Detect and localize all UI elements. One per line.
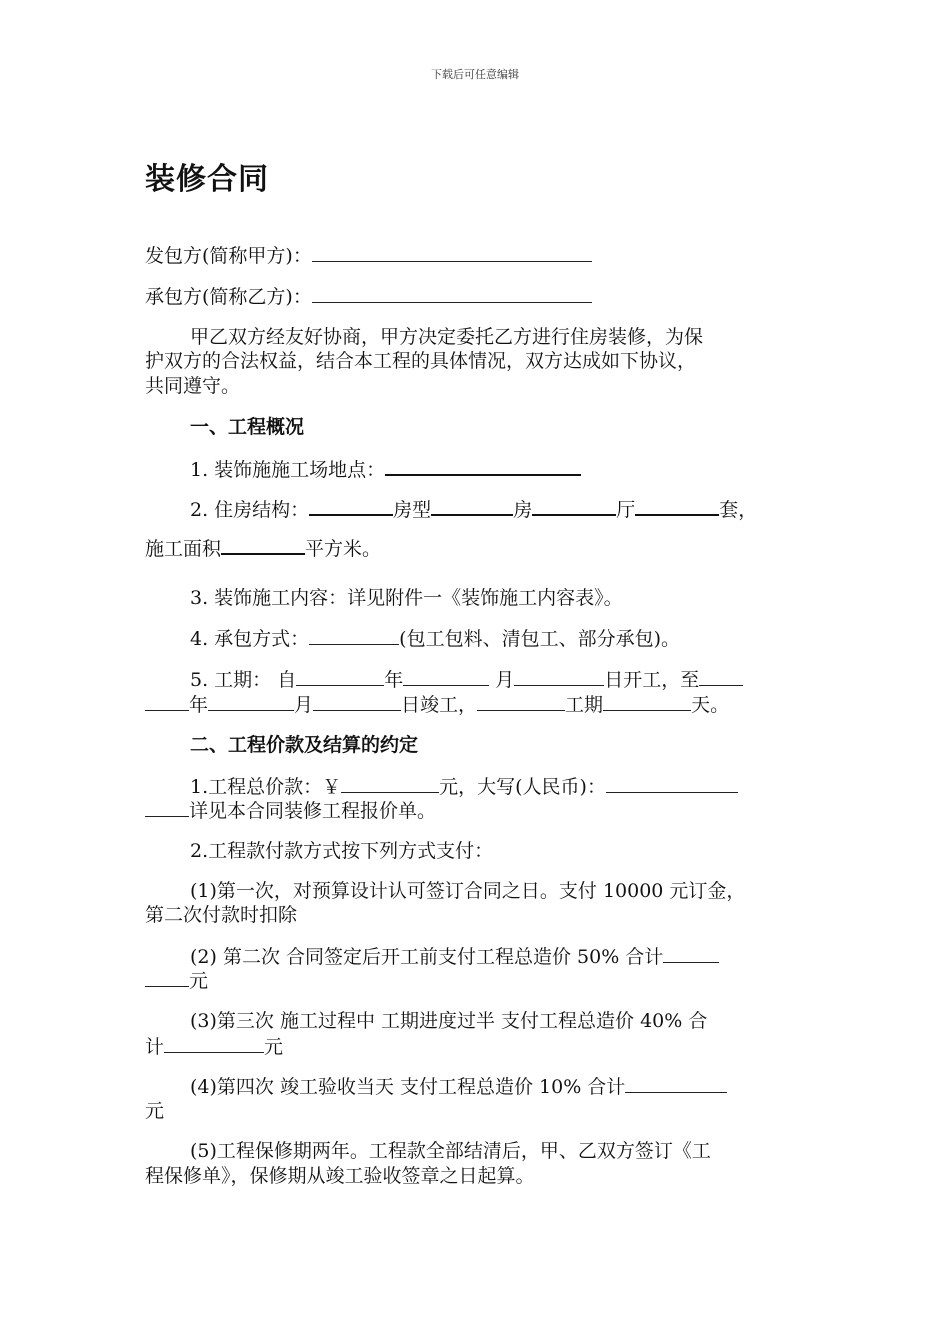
- payment-4-blank[interactable]: [625, 1074, 727, 1093]
- payment-5-line-2: 程保修单》，保修期从竣工验收签章之日起算。: [145, 1165, 535, 1187]
- year-label-2: 年: [189, 694, 209, 716]
- total-price-line-2: [145, 798, 805, 823]
- party-a-label: 发包方(简称甲方)：: [145, 245, 312, 267]
- intro-line-2: 护双方的合法权益，结合本工程的具体情况，双方达成如下协议，: [145, 350, 697, 372]
- intro-line-1: 甲乙双方经友好协商，甲方决定委托乙方进行住房装修，为保: [190, 326, 704, 348]
- contract-mode-blank[interactable]: [309, 626, 399, 645]
- section-2-heading: 二、工程价款及结算的约定: [190, 734, 419, 756]
- intro-line-3: 共同遵守。: [145, 375, 241, 397]
- start-month-blank[interactable]: [403, 667, 489, 686]
- contract-mode-line: [190, 626, 805, 651]
- site-location-line: [190, 456, 805, 482]
- end-year-blank-a[interactable]: [699, 667, 743, 686]
- payment-1-line-2: 第二次付款时扣除: [145, 904, 298, 926]
- hall-label: 厅: [616, 499, 636, 521]
- payment-2-line-1: [190, 944, 805, 969]
- payment-2-blank-a[interactable]: [663, 944, 719, 963]
- end-year-blank-b[interactable]: [145, 692, 189, 711]
- payment-4-line-1: [190, 1074, 805, 1099]
- month-label: 月: [495, 669, 515, 691]
- structure-blank[interactable]: [309, 496, 393, 516]
- days-label: 天。: [691, 694, 730, 716]
- room-label: 房: [513, 499, 533, 521]
- party-a-blank[interactable]: [312, 243, 592, 262]
- contract-mode-label: 4. 承包方式：: [190, 628, 310, 650]
- end-month-blank[interactable]: [208, 692, 294, 711]
- payment-2-text: (2) 第二次 合同签定后开工前支付工程总造价 50% 合计: [190, 946, 664, 968]
- payment-2-unit: 元: [189, 970, 209, 992]
- total-price-words-label: 元，大写(人民币)：: [439, 776, 606, 798]
- start-day-blank[interactable]: [514, 667, 604, 686]
- page-header-note: 下载后可任意编辑: [431, 68, 519, 81]
- suite-label: 套，: [719, 499, 758, 521]
- total-price-line-1: [190, 774, 805, 799]
- total-price-blank[interactable]: [341, 774, 439, 793]
- payment-3-total-label: 计: [145, 1036, 165, 1058]
- payment-2-line-2: [145, 968, 805, 993]
- halls-blank[interactable]: [532, 496, 616, 516]
- end-day-blank[interactable]: [313, 692, 401, 711]
- area-blank[interactable]: [221, 535, 305, 555]
- housing-structure-label: 2. 住房结构：: [190, 499, 310, 521]
- construction-content-line: 3. 装饰施工内容：详见附件一《装饰施工内容表》。: [190, 587, 623, 609]
- schedule-line-2: [145, 692, 805, 717]
- schedule-line-1: [190, 667, 805, 692]
- payment-2-blank-b[interactable]: [145, 968, 189, 987]
- payment-3-line-2: [145, 1034, 805, 1059]
- party-b-blank[interactable]: [312, 284, 592, 303]
- payment-4-line-2: 元: [145, 1100, 165, 1122]
- suites-blank[interactable]: [635, 496, 719, 516]
- period-days-blank[interactable]: [603, 692, 691, 711]
- period-label: 工期: [565, 694, 604, 716]
- area-unit: 平方米。: [305, 538, 382, 560]
- party-a-line: [145, 243, 805, 268]
- housing-structure-line: [190, 496, 805, 522]
- quotation-note: 详见本合同装修工程报价单。: [189, 800, 437, 822]
- payment-3-line-1: (3)第三次 施工过程中 工期进度过半 支付工程总造价 40% 合: [190, 1010, 708, 1032]
- end-day-label: 日竣工，: [401, 694, 478, 716]
- payment-5-line-1: (5)工程保修期两年。工程款全部结清后，甲、乙双方签订《工: [190, 1140, 711, 1162]
- payment-method-line: 2.工程款付款方式按下列方式支付：: [190, 840, 494, 862]
- total-price-label: 1.工程总价款：￥: [190, 776, 342, 798]
- party-b-line: [145, 284, 805, 309]
- start-day-label: 日开工，至: [604, 669, 700, 691]
- section-1-heading: 一、工程概况: [190, 416, 305, 438]
- area-label: 施工面积: [145, 538, 222, 560]
- payment-1-line-1: (1)第一次，对预算设计认可签订合同之日。支付 10000 元订金，: [190, 880, 746, 902]
- document-title: 装修合同: [145, 162, 269, 197]
- site-location-label: 1. 装饰施施工场地点：: [190, 459, 386, 481]
- payment-3-unit: 元: [264, 1036, 284, 1058]
- construction-area-line: [145, 535, 805, 561]
- period-blank-a[interactable]: [477, 692, 565, 711]
- start-year-blank[interactable]: [296, 667, 384, 686]
- month-label-2: 月: [294, 694, 314, 716]
- rooms-blank[interactable]: [431, 496, 513, 516]
- party-b-label: 承包方(简称乙方)：: [145, 286, 312, 308]
- site-location-blank[interactable]: [385, 456, 581, 476]
- payment-4-text: (4)第四次 竣工验收当天 支付工程总造价 10% 合计: [190, 1076, 626, 1098]
- total-price-words-blank-b[interactable]: [145, 798, 189, 817]
- contract-mode-options: (包工包料、清包工、部分承包)。: [399, 628, 680, 650]
- year-label: 年: [384, 669, 404, 691]
- schedule-label: 5. 工期： 自: [190, 669, 297, 691]
- total-price-words-blank-a[interactable]: [606, 774, 738, 793]
- house-type-label: 房型: [393, 499, 432, 521]
- payment-3-blank[interactable]: [164, 1034, 264, 1053]
